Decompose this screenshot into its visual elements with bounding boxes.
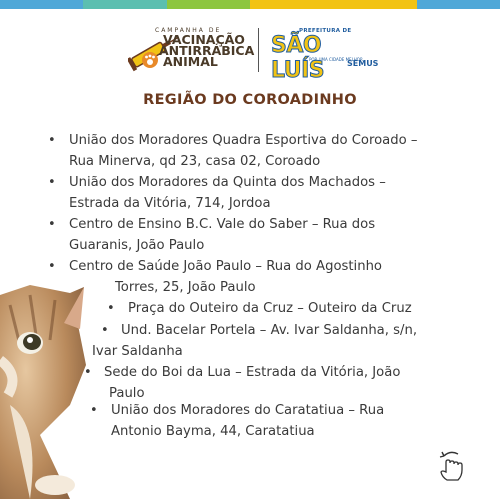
list-item-line: Centro de Saúde João Paulo – Rua do Agostinho	[69, 259, 382, 274]
semus-label: SEMUS	[347, 59, 379, 68]
list-item	[92, 320, 418, 362]
list-item-line: Estrada da Vitória, 714, Jordoa	[69, 196, 271, 211]
list-item-line: Antonio Bayma, 44, Caratatiua	[111, 424, 315, 439]
list-item-line: Und. Bacelar Portela – Av. Ivar Saldanha, s/n,	[121, 323, 418, 338]
bullet: •	[48, 175, 56, 190]
campaign-line1: VACINAÇÃO	[163, 32, 245, 47]
city-name: SÃO LUÍS	[271, 33, 325, 83]
list-item	[104, 362, 400, 404]
kitten-illustration	[0, 285, 92, 499]
list-item	[128, 298, 412, 319]
list-item-line: Paulo	[109, 386, 145, 401]
paw-icon	[142, 52, 158, 68]
sao-luis-logo	[271, 28, 379, 83]
list-item	[69, 256, 382, 298]
list-item-line: União dos Moradores da Quinta dos Machados –	[69, 175, 386, 190]
list-item	[69, 214, 375, 256]
list-item-line: Sede do Boi da Lua – Estrada da Vitória, João	[104, 365, 401, 380]
bullet: •	[48, 217, 56, 232]
header-divider	[258, 28, 259, 72]
bullet: •	[107, 301, 115, 316]
bullet: •	[90, 403, 98, 418]
list-item-line: União dos Moradores do Caratatiua – Rua	[111, 403, 385, 418]
top-color-bar	[0, 0, 500, 9]
list-item-line: Praça do Outeiro da Cruz – Outeiro da Cruz	[128, 301, 412, 316]
slogan: POR UMA CIDADE MELHOR	[309, 57, 363, 62]
bullet: •	[48, 133, 56, 148]
list-item-line: Guaranis, João Paulo	[69, 238, 205, 253]
bullet: •	[101, 323, 109, 338]
list-item	[69, 172, 386, 214]
campaign-small: CAMPANHA DE	[155, 27, 222, 34]
list-item-line: Rua Minerva, qd 23, casa 02, Coroado	[69, 154, 321, 169]
list-item-line: União dos Moradores Quadra Esportiva do Coroado –	[69, 133, 418, 148]
bullet: •	[84, 365, 92, 380]
page-title: REGIÃO DO COROADINHO	[143, 92, 357, 108]
list-item	[111, 400, 384, 442]
bullet: •	[48, 259, 56, 274]
list-item-line: Centro de Ensino B.C. Vale do Saber – Rua dos	[69, 217, 376, 232]
list-item-line: Torres, 25, João Paulo	[115, 280, 256, 295]
swipe-hand-icon	[436, 450, 466, 482]
list-item-line: Ivar Saldanha	[92, 344, 183, 359]
campaign-line2: ANTIRRÁBICA	[159, 43, 255, 58]
prefeitura-label: PREFEITURA DE	[299, 28, 352, 34]
campaign-logo-text	[155, 27, 255, 69]
campaign-line3: ANIMAL	[163, 54, 218, 69]
list-item	[69, 130, 418, 172]
